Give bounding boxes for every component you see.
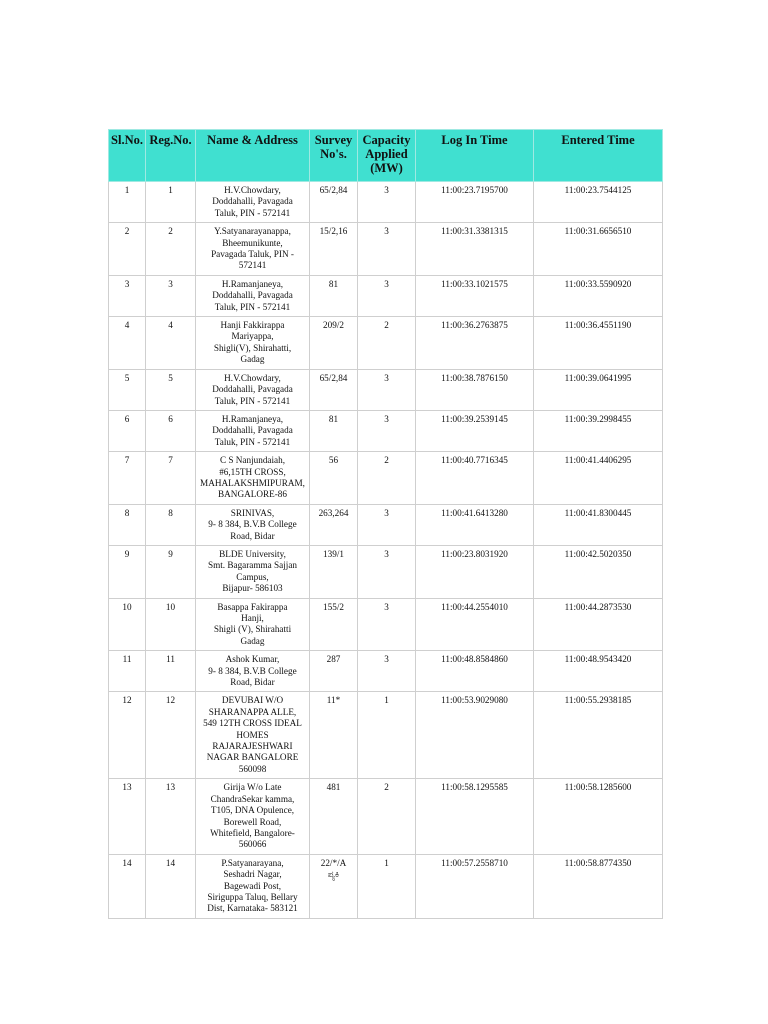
cell-log-in-time: 11:00:53.9029080 [416, 692, 534, 779]
cell-sl-no: 6 [109, 410, 146, 451]
cell-log-in-time: 11:00:36.2763875 [416, 317, 534, 370]
cell-reg-no: 8 [146, 504, 196, 545]
cell-survey-nos: 11* [310, 692, 358, 779]
cell-reg-no: 9 [146, 545, 196, 598]
cell-entered-time: 11:00:41.4406295 [534, 452, 663, 505]
cell-entered-time: 11:00:55.2938185 [534, 692, 663, 779]
cell-log-in-time: 11:00:44.2554010 [416, 598, 534, 651]
cell-name-address: H.Ramanjaneya, Doddahalli, Pavagada Taluk, PIN - 572141 [196, 275, 310, 316]
cell-log-in-time: 11:00:23.7195700 [416, 182, 534, 223]
cell-capacity: 1 [358, 692, 416, 779]
cell-capacity: 3 [358, 504, 416, 545]
table-row [109, 223, 663, 276]
cell-reg-no: 10 [146, 598, 196, 651]
header-reg-no: Reg.No. [146, 130, 196, 182]
cell-name-address: Ashok Kumar, 9- 8 384, B.V.B College Road, Bidar [196, 651, 310, 692]
cell-reg-no: 7 [146, 452, 196, 505]
cell-reg-no: 13 [146, 779, 196, 854]
cell-log-in-time: 11:00:23.8031920 [416, 545, 534, 598]
header-log-in-time: Log In Time [416, 130, 534, 182]
cell-survey-nos: 56 [310, 452, 358, 505]
cell-sl-no: 11 [109, 651, 146, 692]
cell-survey-nos: 81 [310, 275, 358, 316]
cell-log-in-time: 11:00:48.8584860 [416, 651, 534, 692]
cell-entered-time: 11:00:31.6656510 [534, 223, 663, 276]
table-row [109, 504, 663, 545]
header-survey-nos: Survey No's. [310, 130, 358, 182]
cell-survey-nos: 287 [310, 651, 358, 692]
cell-name-address: H.V.Chowdary, Doddahalli, Pavagada Taluk, PIN - 572141 [196, 182, 310, 223]
cell-entered-time: 11:00:39.0641995 [534, 369, 663, 410]
cell-sl-no: 13 [109, 779, 146, 854]
cell-name-address: H.Ramanjaneya, Doddahalli, Pavagada Taluk, PIN - 572141 [196, 410, 310, 451]
cell-survey-nos: 155/2 [310, 598, 358, 651]
cell-name-address: DEVUBAI W/O SHARANAPPA ALLE, 549 12TH CROSS IDEAL HOMES RAJARAJESHWARI NAGAR BANGALORE 560098 [196, 692, 310, 779]
cell-entered-time: 11:00:48.9543420 [534, 651, 663, 692]
header-sl-no: Sl.No. [109, 130, 146, 182]
cell-entered-time: 11:00:23.7544125 [534, 182, 663, 223]
cell-reg-no: 1 [146, 182, 196, 223]
table-row [109, 651, 663, 692]
table-row [109, 692, 663, 779]
cell-sl-no: 8 [109, 504, 146, 545]
table-body [109, 182, 663, 919]
table-row [109, 854, 663, 918]
cell-capacity: 3 [358, 369, 416, 410]
cell-entered-time: 11:00:33.5590920 [534, 275, 663, 316]
table-row [109, 598, 663, 651]
cell-reg-no: 4 [146, 317, 196, 370]
table-row [109, 545, 663, 598]
cell-capacity: 3 [358, 223, 416, 276]
cell-sl-no: 4 [109, 317, 146, 370]
cell-name-address: C S Nanjundaiah, #6,15TH CROSS, MAHALAKSHMIPURAM, BANGALORE-86 [196, 452, 310, 505]
cell-name-address: H.V.Chowdary, Doddahalli, Pavagada Taluk, PIN - 572141 [196, 369, 310, 410]
cell-reg-no: 2 [146, 223, 196, 276]
table-row [109, 779, 663, 854]
cell-entered-time: 11:00:42.5020350 [534, 545, 663, 598]
cell-capacity: 2 [358, 779, 416, 854]
cell-log-in-time: 11:00:40.7716345 [416, 452, 534, 505]
cell-log-in-time: 11:00:38.7876150 [416, 369, 534, 410]
table-row [109, 275, 663, 316]
cell-log-in-time: 11:00:41.6413280 [416, 504, 534, 545]
cell-capacity: 3 [358, 182, 416, 223]
cell-capacity: 2 [358, 317, 416, 370]
cell-sl-no: 1 [109, 182, 146, 223]
cell-reg-no: 3 [146, 275, 196, 316]
cell-log-in-time: 11:00:33.1021575 [416, 275, 534, 316]
cell-reg-no: 5 [146, 369, 196, 410]
cell-name-address: P.Satyanarayana, Seshadri Nagar, Bagewadi Post, Siriguppa Taluq, Bellary Dist, Karnataka- 583121 [196, 854, 310, 918]
cell-survey-nos: 65/2,84 [310, 369, 358, 410]
cell-survey-nos: 65/2,84 [310, 182, 358, 223]
cell-log-in-time: 11:00:39.2539145 [416, 410, 534, 451]
cell-entered-time: 11:00:58.1285600 [534, 779, 663, 854]
cell-capacity: 3 [358, 545, 416, 598]
cell-capacity: 3 [358, 598, 416, 651]
cell-capacity: 1 [358, 854, 416, 918]
table-row [109, 182, 663, 223]
cell-entered-time: 11:00:36.4551190 [534, 317, 663, 370]
cell-entered-time: 11:00:39.2998455 [534, 410, 663, 451]
cell-reg-no: 12 [146, 692, 196, 779]
cell-survey-nos: 139/1 [310, 545, 358, 598]
cell-sl-no: 7 [109, 452, 146, 505]
table-header [109, 130, 663, 182]
cell-name-address: Hanji Fakkirappa Mariyappa, Shigli(V), Shirahatti, Gadag [196, 317, 310, 370]
cell-name-address: Basappa Fakirappa Hanji, Shigli (V), Shirahatti Gadag [196, 598, 310, 651]
cell-capacity: 3 [358, 275, 416, 316]
cell-sl-no: 10 [109, 598, 146, 651]
cell-survey-nos: 22/*/A ಪ್ಯಕಿ [310, 854, 358, 918]
cell-name-address: Girija W/o Late ChandraSekar kamma, T105, DNA Opulence, Borewell Road, Whitefield, Bangalore- 560066 [196, 779, 310, 854]
cell-name-address: BLDE University, Smt. Bagaramma Sajjan Campus, Bijapur- 586103 [196, 545, 310, 598]
cell-log-in-time: 11:00:57.2558710 [416, 854, 534, 918]
cell-sl-no: 9 [109, 545, 146, 598]
header-name-address: Name & Address [196, 130, 310, 182]
cell-entered-time: 11:00:44.2873530 [534, 598, 663, 651]
cell-name-address: SRINIVAS, 9- 8 384, B.V.B College Road, Bidar [196, 504, 310, 545]
cell-capacity: 3 [358, 651, 416, 692]
header-entered-time: Entered Time [534, 130, 663, 182]
cell-survey-nos: 481 [310, 779, 358, 854]
table-row [109, 410, 663, 451]
cell-reg-no: 6 [146, 410, 196, 451]
table-row [109, 369, 663, 410]
table-row [109, 452, 663, 505]
cell-entered-time: 11:00:58.8774350 [534, 854, 663, 918]
cell-entered-time: 11:00:41.8300445 [534, 504, 663, 545]
cell-reg-no: 11 [146, 651, 196, 692]
cell-log-in-time: 11:00:58.1295585 [416, 779, 534, 854]
cell-sl-no: 12 [109, 692, 146, 779]
cell-survey-nos: 81 [310, 410, 358, 451]
cell-capacity: 3 [358, 410, 416, 451]
cell-sl-no: 2 [109, 223, 146, 276]
cell-sl-no: 14 [109, 854, 146, 918]
cell-survey-nos: 209/2 [310, 317, 358, 370]
cell-sl-no: 3 [109, 275, 146, 316]
cell-sl-no: 5 [109, 369, 146, 410]
cell-name-address: Y.Satyanarayanappa, Bheemunikunte, Pavagada Taluk, PIN - 572141 [196, 223, 310, 276]
header-row [109, 130, 663, 182]
cell-reg-no: 14 [146, 854, 196, 918]
cell-capacity: 2 [358, 452, 416, 505]
table-row [109, 317, 663, 370]
cell-log-in-time: 11:00:31.3381315 [416, 223, 534, 276]
registrations-table [108, 129, 663, 919]
cell-survey-nos: 15/2,16 [310, 223, 358, 276]
cell-survey-nos: 263,264 [310, 504, 358, 545]
header-capacity: Capacity Applied (MW) [358, 130, 416, 182]
